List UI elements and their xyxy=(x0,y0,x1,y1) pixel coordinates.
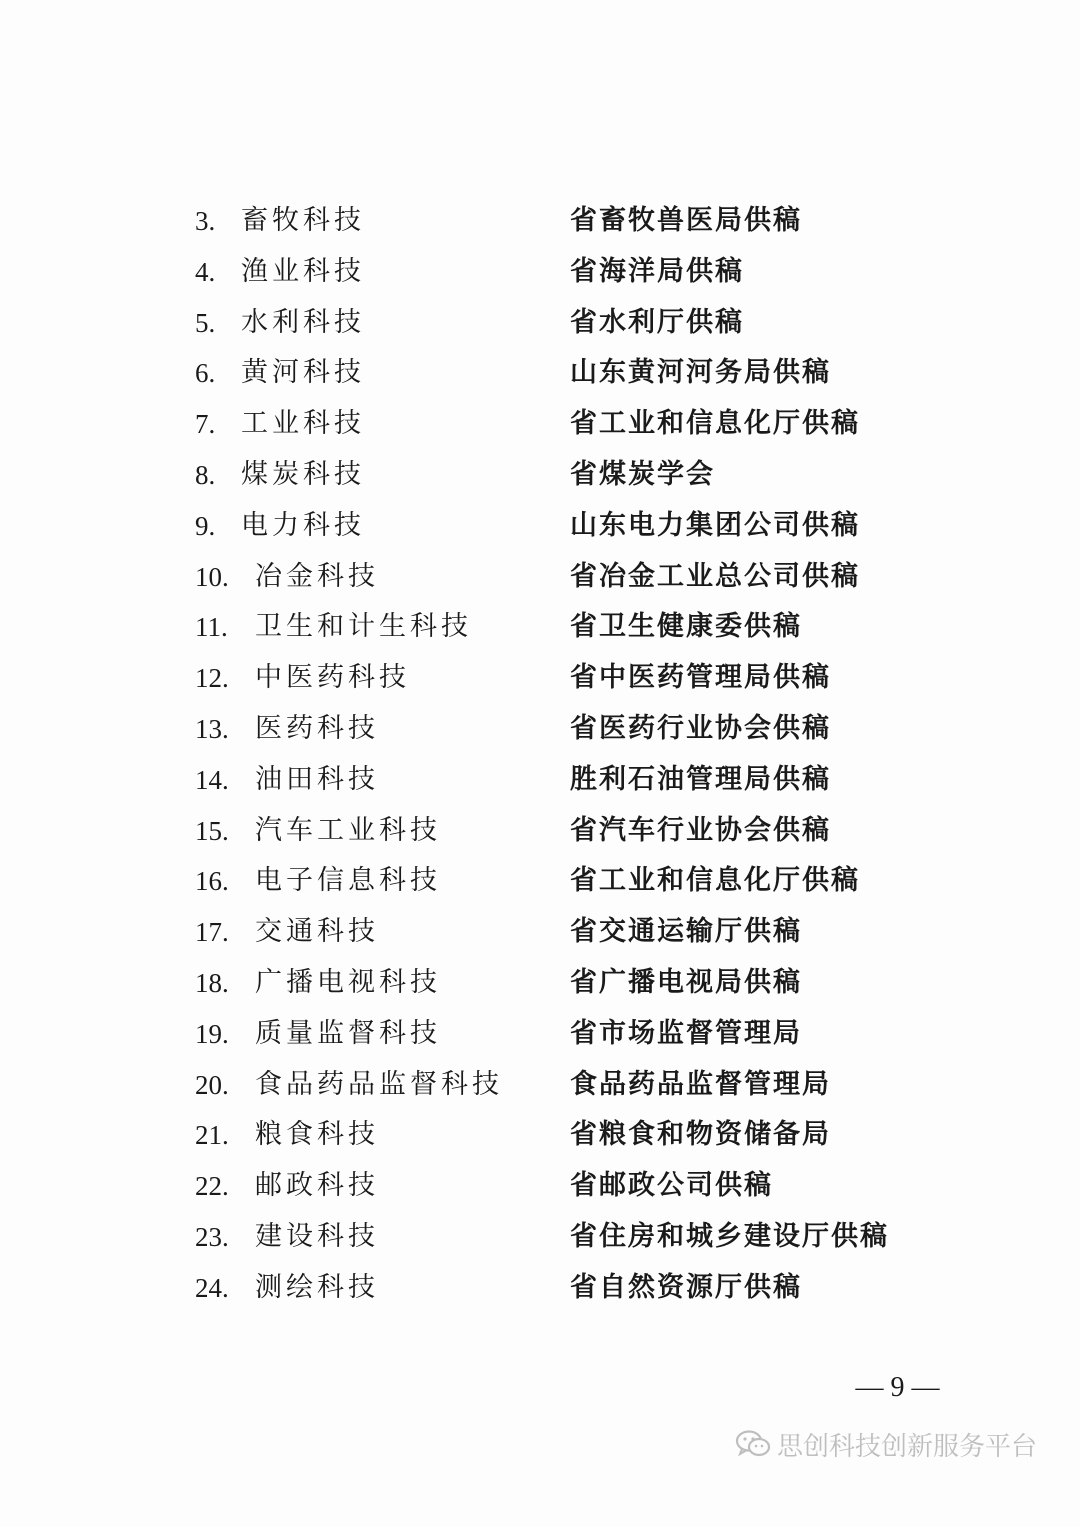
item-source: 省卫生健康委供稿 xyxy=(570,611,802,643)
item-number: 17. xyxy=(195,917,229,948)
item-source: 省水利厅供稿 xyxy=(570,306,744,338)
item-source: 省汽车行业协会供稿 xyxy=(570,814,831,846)
item-source: 省中医药管理局供稿 xyxy=(570,662,831,694)
list-item xyxy=(0,247,1080,298)
item-source: 省交通运输厅供稿 xyxy=(570,916,802,948)
item-source: 省煤炭学会 xyxy=(570,458,715,490)
list-item xyxy=(0,552,1080,603)
list-item xyxy=(0,856,1080,907)
list-item xyxy=(0,298,1080,349)
list-item xyxy=(0,450,1080,501)
item-number: 14. xyxy=(195,764,229,795)
list-item xyxy=(0,1110,1080,1161)
item-number: 8. xyxy=(195,459,216,490)
item-number: 5. xyxy=(195,307,216,338)
list-item xyxy=(0,1009,1080,1060)
item-source: 省住房和城乡建设厅供稿 xyxy=(570,1220,889,1252)
item-number: 7. xyxy=(195,409,216,440)
item-number: 11. xyxy=(195,612,228,643)
list-item xyxy=(0,348,1080,399)
item-source: 省工业和信息化厅供稿 xyxy=(570,408,860,440)
watermark xyxy=(735,1424,1037,1464)
item-number: 16. xyxy=(195,866,229,897)
wechat-icon xyxy=(735,1429,771,1459)
item-source: 山东电力集团公司供稿 xyxy=(570,509,860,541)
list-item xyxy=(0,653,1080,704)
item-topic: 食品药品监督科技 xyxy=(255,1068,503,1100)
list-item xyxy=(0,399,1080,450)
item-source: 省医药行业协会供稿 xyxy=(570,712,831,744)
list-item xyxy=(0,958,1080,1009)
item-topic: 邮政科技 xyxy=(255,1170,379,1202)
item-source: 山东黄河河务局供稿 xyxy=(570,357,831,389)
item-source: 省冶金工业总公司供稿 xyxy=(570,560,860,592)
item-source: 省畜牧兽医局供稿 xyxy=(570,205,802,236)
item-topic: 煤炭科技 xyxy=(241,458,365,490)
list-item xyxy=(0,907,1080,958)
item-number: 12. xyxy=(195,663,229,694)
item-number: 6. xyxy=(195,358,216,389)
item-source: 省邮政公司供稿 xyxy=(570,1170,773,1202)
item-topic: 畜牧科技 xyxy=(241,205,365,236)
item-topic: 质量监督科技 xyxy=(255,1017,441,1049)
page-number: — 9 — xyxy=(855,1372,940,1403)
item-topic: 汽车工业科技 xyxy=(255,814,441,846)
item-number: 18. xyxy=(195,967,229,998)
item-topic: 工业科技 xyxy=(241,408,365,440)
item-topic: 电力科技 xyxy=(241,509,365,541)
item-number: 20. xyxy=(195,1069,229,1100)
item-number: 24. xyxy=(195,1272,229,1303)
item-number: 13. xyxy=(195,713,229,744)
topic-source-list xyxy=(0,196,1080,1314)
item-source: 省广播电视局供稿 xyxy=(570,966,802,998)
item-source: 省工业和信息化厅供稿 xyxy=(570,865,860,897)
list-item xyxy=(0,806,1080,857)
item-source: 食品药品监督管理局 xyxy=(570,1068,831,1100)
item-number: 4. xyxy=(195,256,216,287)
item-topic: 医药科技 xyxy=(255,712,379,744)
item-number: 10. xyxy=(195,561,229,592)
item-topic: 冶金科技 xyxy=(255,560,379,592)
item-source: 省市场监督管理局 xyxy=(570,1017,802,1049)
list-item xyxy=(0,1212,1080,1263)
item-topic: 渔业科技 xyxy=(241,255,365,287)
list-item xyxy=(0,704,1080,755)
item-topic: 建设科技 xyxy=(255,1220,379,1252)
item-number: 15. xyxy=(195,815,229,846)
item-topic: 测绘科技 xyxy=(255,1271,379,1303)
list-item xyxy=(0,501,1080,552)
list-item xyxy=(0,196,1080,247)
item-topic: 卫生和计生科技 xyxy=(255,611,472,643)
item-number: 3. xyxy=(195,206,216,236)
list-item xyxy=(0,1161,1080,1212)
item-topic: 油田科技 xyxy=(255,763,379,795)
item-number: 21. xyxy=(195,1120,229,1151)
list-item xyxy=(0,755,1080,806)
item-source: 省自然资源厅供稿 xyxy=(570,1271,802,1303)
item-source: 省粮食和物资储备局 xyxy=(570,1119,831,1151)
item-number: 19. xyxy=(195,1018,229,1049)
item-topic: 交通科技 xyxy=(255,916,379,948)
item-topic: 广播电视科技 xyxy=(255,966,441,998)
list-item xyxy=(0,1060,1080,1111)
item-topic: 水利科技 xyxy=(241,306,365,338)
item-topic: 中医药科技 xyxy=(255,662,410,694)
list-item xyxy=(0,602,1080,653)
item-number: 23. xyxy=(195,1221,229,1252)
watermark-text: 思创科技创新服务平台 xyxy=(777,1431,1038,1462)
item-topic: 粮食科技 xyxy=(255,1119,379,1151)
item-source: 胜利石油管理局供稿 xyxy=(570,763,831,795)
item-number: 22. xyxy=(195,1171,229,1202)
item-number: 9. xyxy=(195,510,216,541)
list-item xyxy=(0,1263,1080,1314)
item-source: 省海洋局供稿 xyxy=(570,255,744,287)
item-topic: 电子信息科技 xyxy=(255,865,441,897)
item-topic: 黄河科技 xyxy=(241,357,365,389)
